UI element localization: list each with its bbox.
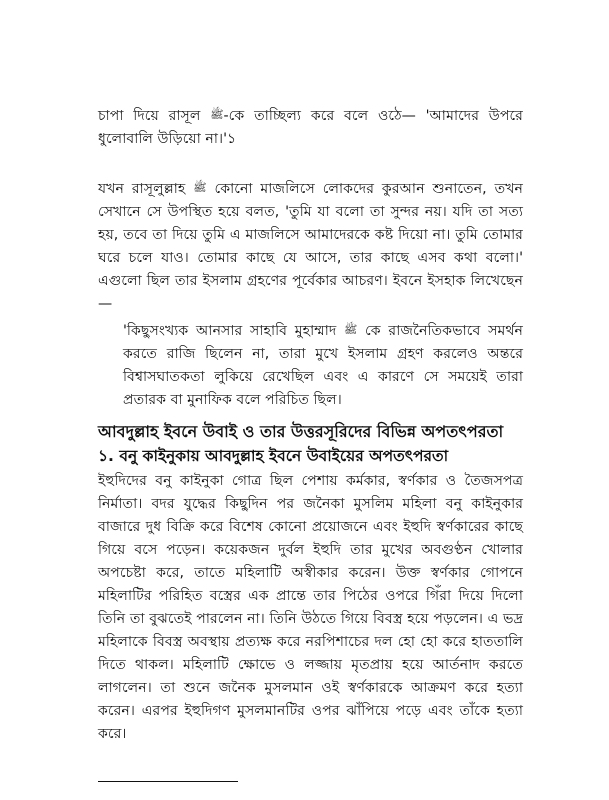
subsection-heading: ১. বনু কাইনুকায় আবদুল্লাহ ইবনে উবাইয়ের অপতৎপরতা [98, 447, 449, 465]
paragraph-banu-qaynuqa: ইহুদিদের বনু কাইনুকা গোত্র ছিল পেশায় কর্মকার, স্বর্ণকার ও তৈজসপত্র নির্মাতা। বদর যুদ্ধের কিছুদিন পর জনৈকা মুসলিম মহিলা বনু কাইনুকার বাজারে দুধ বিক্রি করে বিশেষ কোনো প্রয়োজনে এবং ইহুদি স্বর্ণকারের কাছে গিয়ে বসে পড়েন। কয়েকজন দুর্বল ইহুদি তার মুখের অবগুণ্ঠন খোলার অপচেষ্টা করে, তাতে মহিলাটি অস্বীকার করেন। উক্ত স্বর্ণকার গোপনে মহিলাটির পরিহিত বস্ত্রের এক প্রান্তে তার পিঠের ওপরে গিঁরা দিয়ে দিলো তিনি তা বুঝতেই পারলেন না। তিনি উঠতে গিয়ে বিবস্ত্র হয়ে পড়লেন। এ ভদ্র মহিলাকে বিবস্ত্র অবস্থায় প্রত্যক্ষ করে নরপিশাচের দল হো হো করে হাততালি দিতে থাকল। মহিলাটি ক্ষোভে ও লজ্জায় মৃতপ্রায় হয়ে আর্তনাদ করতে লাগলেন। তা শুনে জনৈক মুসলমান ওই স্বর্ণকারকে আক্রমণ করে হত্যা করেন। এরপর ইহুদিগণ মুসলমানটির ওপর ঝাঁপিয়ে পড়ে এবং তাঁকে হত্যা করে। [98, 473, 523, 742]
section-heading: আবদুল্লাহ ইবনে উবাই ও তার উত্তরসূরিদের বিভিন্ন অপতৎপরতা [98, 422, 504, 441]
footnote-divider [98, 781, 238, 782]
block-quote-ibn-ishaq [123, 318, 523, 412]
salutation-glyph: ﷺ [193, 181, 207, 194]
paragraph-text: -কে তাচ্ছিল্য করে বলে ওঠে— 'আমাদের উপরে ধুলোবালি উড়িয়ো না।'১ [98, 108, 523, 147]
salutation-glyph: ﷺ [210, 108, 224, 121]
paragraph-text: যখন রাসূলুল্লাহ [98, 181, 194, 197]
quote-text: কে রাজনৈতিকভাবে সমর্থন করতে রাজি ছিলেন না, তারা মুখে ইসলাম গ্রহণ করলেও অন্তরে বিশ্বাসঘাতকতা লুকিয়ে রেখেছিল এবং এ কারণে সে সময়েই তারা প্রতারক বা মুনাফিক বলে পরিচিত ছিল। [123, 323, 523, 408]
paragraph-continuation [98, 103, 523, 151]
salutation-glyph: ﷺ [344, 323, 358, 336]
paragraph-text: কোনো মাজলিসে লোকদের কুরআন শুনাতেন, তখন সেখানে সে উপস্থিত হয়ে বলত, 'তুমি যা বলো তা সুন্দর নয়। যদি তা সত্য হয়, তবে তা দিয়ে তুমি এ মাজলিসে আমাদেরকে কষ্ট দিয়ো না। তুমি তোমার ঘরে চলে যাও। তোমার কাছে যে আসে, তার কাছে এসব কথা বলো।' এগুলো ছিল তার ইসলাম গ্রহণের পূর্বেকার আচরণ। ইবনে ইসহাক লিখেছেন— [98, 181, 523, 312]
paragraph-majlis [98, 176, 523, 316]
quote-text: 'কিছুসংখ্যক আনসার সাহাবি মুহাম্মাদ [123, 323, 345, 339]
paragraph-text: চাপা দিয়ে রাসূল [98, 108, 211, 124]
